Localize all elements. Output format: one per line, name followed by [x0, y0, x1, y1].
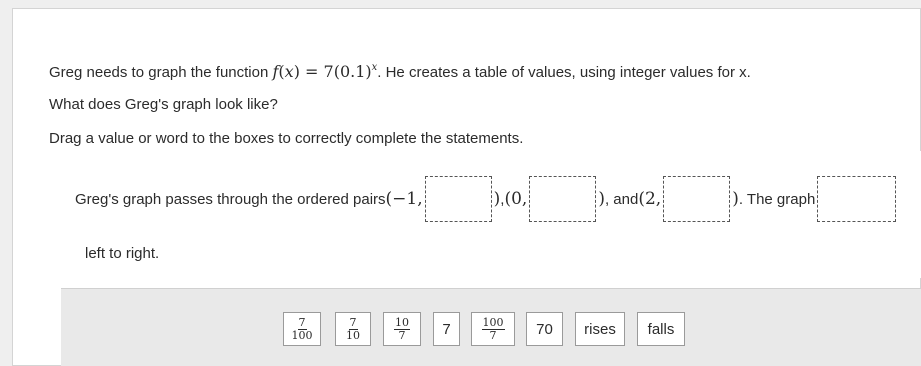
pair2-close: )	[598, 189, 605, 209]
function-expression: $f(x) = 7(0.1)^x$	[272, 62, 378, 81]
func-name: f	[272, 62, 279, 81]
fraction	[346, 317, 360, 342]
drop-box-graph-behavior[interactable]	[817, 176, 896, 222]
instructions: Drag a value or word to the boxes to correctly complete the statements.	[49, 130, 524, 147]
denominator: 100	[291, 328, 313, 342]
func-exponent: x	[371, 62, 378, 73]
tile-rises[interactable]: rises	[575, 312, 625, 346]
tile-10-over-7[interactable]	[383, 312, 421, 346]
tile-falls[interactable]: falls	[637, 312, 685, 346]
pair3-open: (2,	[638, 189, 662, 209]
graph-text: . The graph	[738, 190, 816, 208]
fraction	[292, 317, 313, 342]
question-text	[49, 58, 751, 83]
separator-1: ,	[500, 190, 505, 208]
statement-area	[61, 151, 921, 278]
statement-line	[75, 181, 898, 217]
question-intro: Greg needs to graph the function	[49, 64, 273, 81]
tile-7-over-10[interactable]	[335, 312, 371, 346]
tile-7-over-100[interactable]	[283, 312, 321, 346]
numerator: 10	[395, 315, 409, 329]
pair3-close: )	[732, 189, 739, 209]
tile-7[interactable]: 7	[433, 312, 460, 346]
fraction	[394, 317, 410, 342]
drop-box-pair2-y[interactable]	[529, 176, 596, 222]
pair1-open: (−1,	[385, 189, 423, 209]
pair2-open: (0,	[504, 189, 528, 209]
question-prompt: What does Greg's graph look like?	[49, 96, 278, 113]
numerator: 100	[482, 315, 504, 329]
numerator: 7	[298, 315, 306, 329]
statement-continuation: left to right.	[85, 245, 160, 262]
question-intro-end: . He creates a table of values, using integer values for x.	[377, 64, 751, 81]
fraction	[482, 317, 505, 342]
question-panel	[12, 8, 921, 366]
answer-tray	[61, 288, 921, 366]
denominator: 7	[489, 328, 497, 342]
statement-intro: Greg's graph passes through the ordered pairs	[75, 190, 386, 208]
drop-box-pair3-y[interactable]	[663, 176, 730, 222]
func-body: = 7(0.1)	[299, 62, 372, 81]
separator-2: , and	[604, 190, 639, 208]
denominator: 10	[346, 328, 360, 342]
numerator: 7	[349, 315, 357, 329]
tile-70[interactable]: 70	[526, 312, 563, 346]
drop-box-pair1-y[interactable]	[425, 176, 492, 222]
pair1-close: )	[493, 189, 501, 209]
func-var: x	[284, 62, 294, 81]
tile-100-over-7[interactable]	[471, 312, 515, 346]
denominator: 7	[398, 328, 406, 342]
